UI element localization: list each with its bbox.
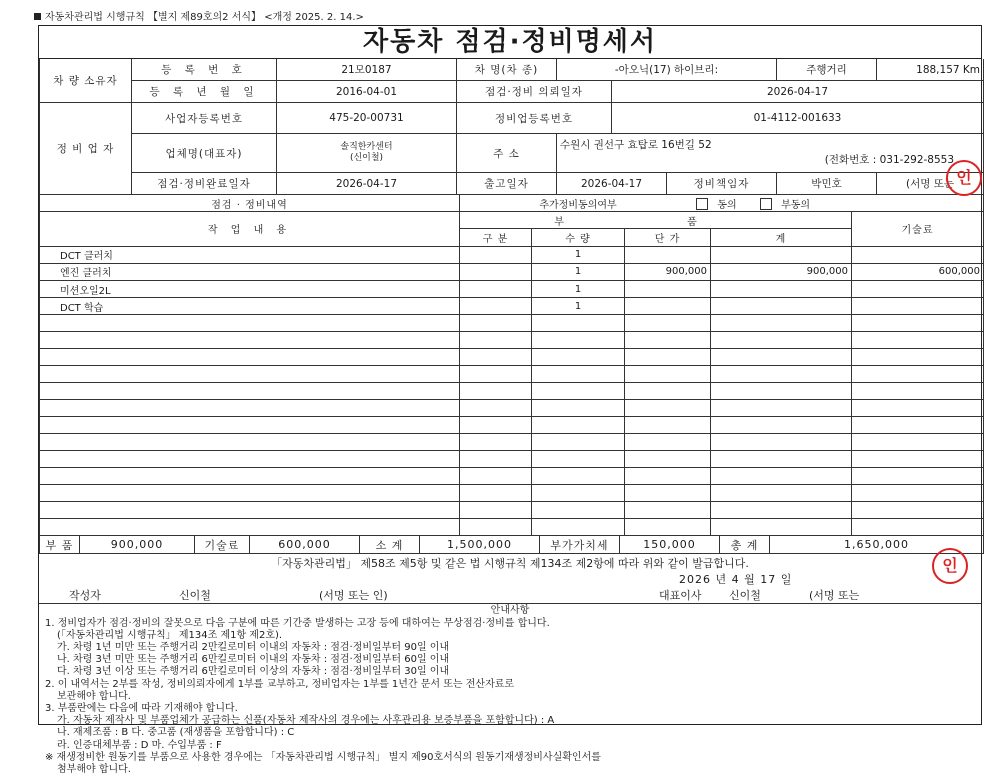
note-line: 첨부해야 합니다. [57,763,131,775]
empty-cell [711,349,852,366]
shop-name-label: 업체명(대표자) [132,134,277,173]
item-total [711,280,852,297]
empty-cell [460,349,532,366]
notes-section [39,603,981,776]
empty-cell [625,383,711,400]
out-date-label: 출고일자 [457,173,557,195]
item-row [40,246,984,263]
labor-header: 기술료 [852,212,984,246]
empty-cell [460,434,532,451]
item-price [625,298,711,315]
empty-cell [532,434,625,451]
ceo-sign: (서명 또는 [809,589,860,603]
empty-cell [40,383,460,400]
type-header: 구 분 [460,229,532,246]
note-line: 가. 차령 1년 미만 또는 주행거리 2만킬로미터 이내의 자동차 : 점검·정비일부터 90일 이내 [57,641,450,653]
empty-cell [40,434,460,451]
note-line: 보관해야 합니다. [57,690,131,702]
note-line: 1. 정비업자가 점검·정비의 잘못으로 다음 구분에 따른 기간중 발생하는 고장 등에 대하여는 무상점검·정비를 합니다. [45,617,550,629]
empty-cell [711,485,852,502]
empty-cell [532,315,625,332]
issue-date-line [39,571,981,585]
form-header [34,8,364,23]
empty-cell [625,349,711,366]
empty-cell [852,383,984,400]
sum-vat-value: 150,000 [620,536,720,554]
item-type [460,298,532,315]
phone-value: (전화번호 : 031-292-8553 [824,154,955,166]
empty-cell [625,332,711,349]
note-line: ※ 재생정비한 원동기를 부품으로 사용한 경우에는 「자동차관리법 시행규칙」 별지 제90호서식의 원동기재생정비사실확인서를 [45,751,601,763]
empty-cell [40,451,460,468]
price-header: 단 가 [625,229,711,246]
empty-cell [711,417,852,434]
empty-cell [852,485,984,502]
empty-cell [460,366,532,383]
item-labor [852,280,984,297]
empty-cell [711,434,852,451]
empty-item-row [40,468,984,485]
item-labor [852,246,984,263]
item-work: 미션오일2L [40,280,460,297]
shop-seal-stamp: 인 [946,160,982,196]
manager-label: 정비책임자 [667,173,777,195]
manager-value: 박민호 [777,173,877,195]
item-qty: 1 [532,263,625,280]
work-header: 작 업 내 용 [40,212,460,246]
item-labor [852,298,984,315]
model-label: 차 명(차 종) [457,59,557,81]
empty-cell [460,519,532,536]
empty-cell [532,485,625,502]
item-row [40,280,984,297]
empty-cell [460,451,532,468]
shop-name-value: 솔직한카센터 [340,142,393,152]
statement-sheet [38,25,982,775]
empty-cell [460,332,532,349]
empty-item-row [40,485,984,502]
empty-item-row [40,502,984,519]
done-date-value: 2026-04-17 [277,173,457,195]
empty-cell [625,451,711,468]
item-qty: 1 [532,298,625,315]
empty-cell [460,417,532,434]
consent-row [460,195,984,212]
empty-cell [625,366,711,383]
note-line: 나. 재제조품 : B 다. 중고품 (재생품을 포함합니다) : C [57,727,295,739]
sum-parts-value: 900,000 [80,536,195,554]
note-line: 2. 이 내역서는 2부를 작성, 정비의뢰자에게 1부를 교부하고, 정비업자는 1부를 1년간 문서 또는 전산자료로 [45,678,515,690]
empty-cell [625,434,711,451]
disagree-label: 부동의 [781,199,811,211]
item-total [711,246,852,263]
certification-text: 「자동차관리법」 제58조 제5항 및 같은 법 시행규칙 제134조 제2항에 따라 위와 같이 발급합니다. [271,557,749,571]
empty-cell [625,502,711,519]
item-work: DCT 클러치 [40,246,460,263]
shop-reg-value: 01-4112-001633 [612,103,984,134]
reg-date-label: 등 록 년 월 일 [132,81,277,103]
out-date-value: 2026-04-17 [557,173,667,195]
empty-cell [460,383,532,400]
empty-cell [625,400,711,417]
item-qty: 1 [532,246,625,263]
empty-cell [460,485,532,502]
empty-cell [711,519,852,536]
writer-sign: (서명 또는 인) [319,589,388,603]
empty-cell [711,451,852,468]
item-price [625,280,711,297]
mileage-value: 188,157 Km [877,59,984,81]
address-cell [557,134,984,173]
done-date-label: 점검·정비완료일자 [132,173,277,195]
empty-cell [625,315,711,332]
sum-total-label: 총 계 [720,536,770,554]
empty-cell [625,468,711,485]
agree-label: 동의 [717,199,737,211]
empty-cell [711,383,852,400]
qty-header: 수 량 [532,229,625,246]
empty-cell [532,468,625,485]
item-type [460,263,532,280]
total-header: 계 [711,229,852,246]
empty-item-row [40,332,984,349]
item-type [460,246,532,263]
note-line: 나. 차령 3년 미만 또는 주행거리 6만킬로미터 이내의 자동차 : 점검·정비일부터 60일 이내 [57,654,450,666]
writer-label: 작성자 [69,589,101,603]
reg-date-value: 2016-04-01 [277,81,457,103]
note-line: 라. 인증대체부품 : D 마. 수입부품 : F [57,739,222,751]
mileage-label: 주행거리 [777,59,877,81]
document-title: 자동차 점검·정비명세서 [39,26,981,59]
sum-vat-label: 부가가치세 [540,536,620,554]
empty-cell [852,468,984,485]
empty-cell [711,332,852,349]
empty-item-row [40,400,984,417]
shop-reg-label: 정비업등록번호 [457,103,612,134]
item-price [625,246,711,263]
parts-header: 부 품 [460,212,852,229]
empty-cell [460,315,532,332]
notes-title: 안내사항 [490,605,530,617]
agree-checkbox[interactable] [696,198,708,210]
empty-cell [532,502,625,519]
sum-subtotal-label: 소 계 [360,536,420,554]
empty-cell [460,502,532,519]
empty-cell [532,349,625,366]
empty-cell [852,349,984,366]
empty-item-row [40,434,984,451]
ceo-label: 대표이사 [659,589,702,603]
empty-item-row [40,417,984,434]
note-line: 다. 차령 3년 이상 또는 주행거리 6만킬로미터 이상의 자동차 : 점검·정비일부터 30일 이내 [57,666,450,678]
empty-cell [852,366,984,383]
note-line: 3. 부품란에는 다음에 따라 기재해야 합니다. [45,702,238,714]
empty-cell [40,315,460,332]
empty-cell [711,315,852,332]
empty-cell [852,434,984,451]
owner-section-label: 차 량 소유자 [40,59,132,103]
empty-cell [852,332,984,349]
empty-cell [852,315,984,332]
note-line: (「자동차관리법 시행규칙」 제134조 제1항 제2호). [57,629,283,641]
empty-cell [532,383,625,400]
item-row [40,263,984,280]
sum-total-value: 1,650,000 [770,536,984,554]
address-value: 수원시 권선구 효탑로 16번길 52 [560,139,712,151]
sum-labor-label: 기술료 [195,536,250,554]
empty-cell [40,366,460,383]
summary-table [39,536,984,554]
signature-line [39,585,981,603]
item-rows [40,246,984,536]
item-total: 900,000 [711,263,852,280]
empty-cell [852,451,984,468]
empty-cell [711,502,852,519]
biz-no-value: 475-20-00731 [277,103,457,134]
empty-cell [532,451,625,468]
items-table [39,195,984,536]
empty-cell [852,417,984,434]
request-date-value: 2026-04-17 [612,81,984,103]
shop-section-label: 정 비 업 자 [40,103,132,195]
consent-label: 추가정비동의여부 [539,199,617,211]
empty-cell [625,417,711,434]
empty-cell [40,519,460,536]
empty-cell [852,519,984,536]
request-date-label: 점검·정비 의뢰일자 [457,81,612,103]
empty-cell [711,400,852,417]
item-qty: 1 [532,280,625,297]
empty-cell [852,502,984,519]
empty-cell [40,332,460,349]
issue-date: 2026 년 4 월 17 일 [679,573,793,587]
item-labor: 600,000 [852,263,984,280]
disagree-checkbox[interactable] [760,198,772,210]
empty-cell [711,366,852,383]
biz-no-label: 사업자등록번호 [132,103,277,134]
empty-cell [711,468,852,485]
reg-no-value: 21모0187 [277,59,457,81]
empty-cell [460,468,532,485]
address-label: 주 소 [457,134,557,173]
empty-cell [852,400,984,417]
reg-no-label: 등 록 번 호 [132,59,277,81]
empty-cell [532,366,625,383]
item-row [40,298,984,315]
sum-subtotal-value: 1,500,000 [420,536,540,554]
writer-name: 신이철 [179,589,211,603]
empty-cell [532,400,625,417]
info-table [39,59,984,195]
manager-sign: (서명 또는 [877,173,984,195]
empty-cell [625,485,711,502]
square-bullet-icon [34,13,41,20]
details-label: 점검 · 정비내역 [40,195,460,212]
empty-item-row [40,366,984,383]
empty-item-row [40,349,984,366]
empty-cell [460,400,532,417]
shop-name-cell [277,134,457,173]
empty-item-row [40,315,984,332]
empty-cell [532,417,625,434]
sum-parts-label: 부 품 [40,536,80,554]
item-total [711,298,852,315]
item-type [460,280,532,297]
empty-item-row [40,383,984,400]
item-work: 엔진 클러치 [40,263,460,280]
empty-cell [625,519,711,536]
ceo-name: 신이철 [729,589,761,603]
form-header-text: 자동차관리법 시행규칙 【별지 제89호의2 서식】 <개정 2025. 2. 14.> [45,12,364,23]
sum-labor-value: 600,000 [250,536,360,554]
empty-item-row [40,519,984,536]
note-line: 가. 자동차 제작사 및 부품업체가 공급하는 신품(자동차 제작사의 경우에는 사후관리용 보증부품을 포함합니다) : A [57,715,555,727]
empty-cell [40,502,460,519]
empty-cell [532,519,625,536]
empty-cell [40,417,460,434]
empty-cell [532,332,625,349]
empty-cell [40,468,460,485]
empty-cell [40,400,460,417]
item-work: DCT 학습 [40,298,460,315]
empty-item-row [40,451,984,468]
ceo-seal-stamp: 인 [932,548,968,584]
model-value: -아오닉(17) 하이브리: [557,59,777,81]
item-price: 900,000 [625,263,711,280]
shop-rep-value: (신이철) [349,153,384,163]
empty-cell [40,485,460,502]
empty-cell [40,349,460,366]
